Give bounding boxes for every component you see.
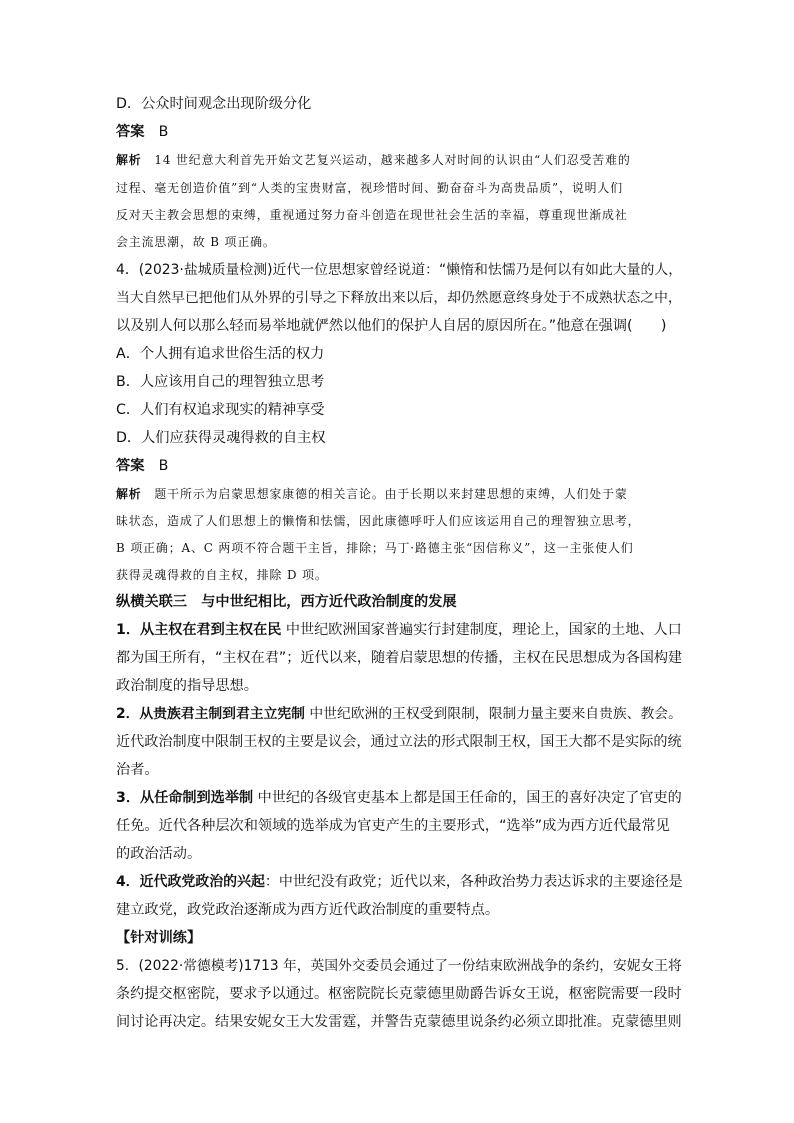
q3-option-d: D．公众时间观念出现阶级分化 bbox=[116, 96, 312, 112]
answer-label: 答案 bbox=[116, 458, 145, 474]
q5-line-2: 条约提交枢密院，要求予以通过。枢密院院长克蒙德里勋爵告诉女王说，枢密院需要一段时 bbox=[116, 986, 682, 1002]
q4-answer bbox=[116, 456, 168, 476]
point-text: 中世纪欧洲国家普遍实行封建制度，理论上，国家的土地、人口 bbox=[285, 622, 682, 638]
point-3-line-1 bbox=[116, 788, 682, 808]
point-text: 中世纪没有政党；近代以来，各种政治势力表达诉求的主要途径是 bbox=[278, 874, 683, 890]
q3-analysis-line-4: 会主流思潮，故 B 项正确。 bbox=[116, 235, 276, 249]
point-2-line-2: 近代政治制度中限制王权的主要是议会，通过立法的形式限制王权，国王大都不是实际的统 bbox=[116, 734, 682, 750]
analysis-text: 14 世纪意大利首先开始文艺复兴运动，越来越多人对时间的认识由“人们忍受苦难的 bbox=[154, 153, 631, 167]
q4-analysis-line-3: B 项正确；A、C 两项不符合题干主旨，排除；马丁·路德主张“因信称义”，这一主张使人们 bbox=[116, 541, 634, 555]
answer-label: 答案 bbox=[116, 124, 145, 140]
point-text: 中世纪的各级官吏基本上都是国王任命的，国王的喜好决定了官吏的 bbox=[257, 790, 682, 806]
answer-value: B bbox=[158, 124, 169, 140]
point-1-line-1 bbox=[116, 620, 682, 640]
q3-answer bbox=[116, 122, 168, 142]
q4-analysis-line-4: 获得灵魂得救的自主权，排除 D 项。 bbox=[116, 568, 328, 582]
point-1-line-3: 政治制度的指导思想。 bbox=[116, 678, 258, 694]
q4-stem-line-2: 当大自然早已把他们从外界的引导之下释放出来以后，却仍然愿意终身处于不成熟状态之中， bbox=[116, 290, 682, 306]
q4-analysis-line-2: 昧状态，造成了人们思想上的懒惰和怯懦，因此康德呼吁人们应该运用自己的理智独立思考， bbox=[116, 514, 641, 528]
q4-analysis-line-1 bbox=[116, 484, 628, 504]
training-label: 【针对训练】 bbox=[116, 930, 202, 946]
point-2-line-1 bbox=[116, 704, 682, 724]
q4-stem-line-3: 以及别人何以那么轻而易举地就俨然以他们的保护人自居的原因所在。”他意在强调( ) bbox=[116, 318, 667, 334]
q3-analysis-line-2: 过程、毫无创造价值”到“人类的宝贵财富，视珍惜时间、勤奋奋斗为高贵品质”，说明人们 bbox=[116, 181, 623, 195]
answer-value: B bbox=[158, 458, 169, 474]
section-title: 纵横关联三 与中世纪相比，西方近代政治制度的发展 bbox=[116, 594, 457, 610]
analysis-label: 解析 bbox=[116, 487, 142, 501]
point-text: 中世纪欧洲的王权受到限制，限制力量主要来自贵族、教会。 bbox=[309, 706, 682, 722]
point-1-line-2: 都为国王所有，“主权在君”；近代以来，随着启蒙思想的传播，主权在民思想成为各国构建 bbox=[116, 650, 683, 666]
q4-option-b: B．人应该用自己的理智独立思考 bbox=[116, 374, 325, 390]
point-4-line-2: 建立政党，政党政治逐渐成为西方近代政治制度的重要特点。 bbox=[116, 902, 500, 918]
point-2-line-3: 治者。 bbox=[116, 762, 159, 778]
q5-line-1: 5．(2022·常德模考)1713 年，英国外交委员会通过了一份结束欧洲战争的条约，安妮女王将 bbox=[116, 958, 682, 974]
point-heading: 4．近代政党政治的兴起 bbox=[116, 874, 265, 890]
point-3-line-2: 任免。近代各种层次和领域的选举成为官吏产生的主要形式，“选举”成为西方近代最常见 bbox=[116, 818, 670, 834]
q4-stem-line-1: 4．(2023·盐城质量检测)近代一位思想家曾经说道：“懒惰和怯懦乃是何以有如此大量的人， bbox=[116, 262, 683, 278]
q5-line-3: 间讨论再决定。结果安妮女王大发雷霆，并警告克蒙德里说条约必须立即批准。克蒙德里则 bbox=[116, 1014, 682, 1030]
q4-option-a: A．个人拥有追求世俗生活的权力 bbox=[116, 346, 325, 362]
q4-option-c: C．人们有权追求现实的精神享受 bbox=[116, 402, 325, 418]
analysis-label: 解析 bbox=[116, 153, 142, 167]
analysis-text: 题干所示为启蒙思想家康德的相关言论。由于长期以来封建思想的束缚，人们处于蒙 bbox=[154, 487, 628, 501]
point-3-line-3: 的政治活动。 bbox=[116, 846, 202, 862]
point-heading: 1．从主权在君到主权在民 bbox=[116, 622, 282, 638]
q3-analysis-line-3: 反对天主教会思想的束缚，重视通过努力奋斗创造在现世社会生活的幸福，尊重现世渐成社 bbox=[116, 208, 628, 222]
point-heading: 2．从贵族君主制到君主立宪制 bbox=[116, 706, 305, 722]
q3-analysis-line-1 bbox=[116, 150, 631, 170]
point-4-line-1: 4．近代政党政治的兴起：中世纪没有政党；近代以来，各种政治势力表达诉求的主要途径是 bbox=[116, 874, 683, 890]
point-heading: 3．从任命制到选举制 bbox=[116, 790, 254, 806]
q4-option-d: D．人们应获得灵魂得救的自主权 bbox=[116, 430, 326, 446]
